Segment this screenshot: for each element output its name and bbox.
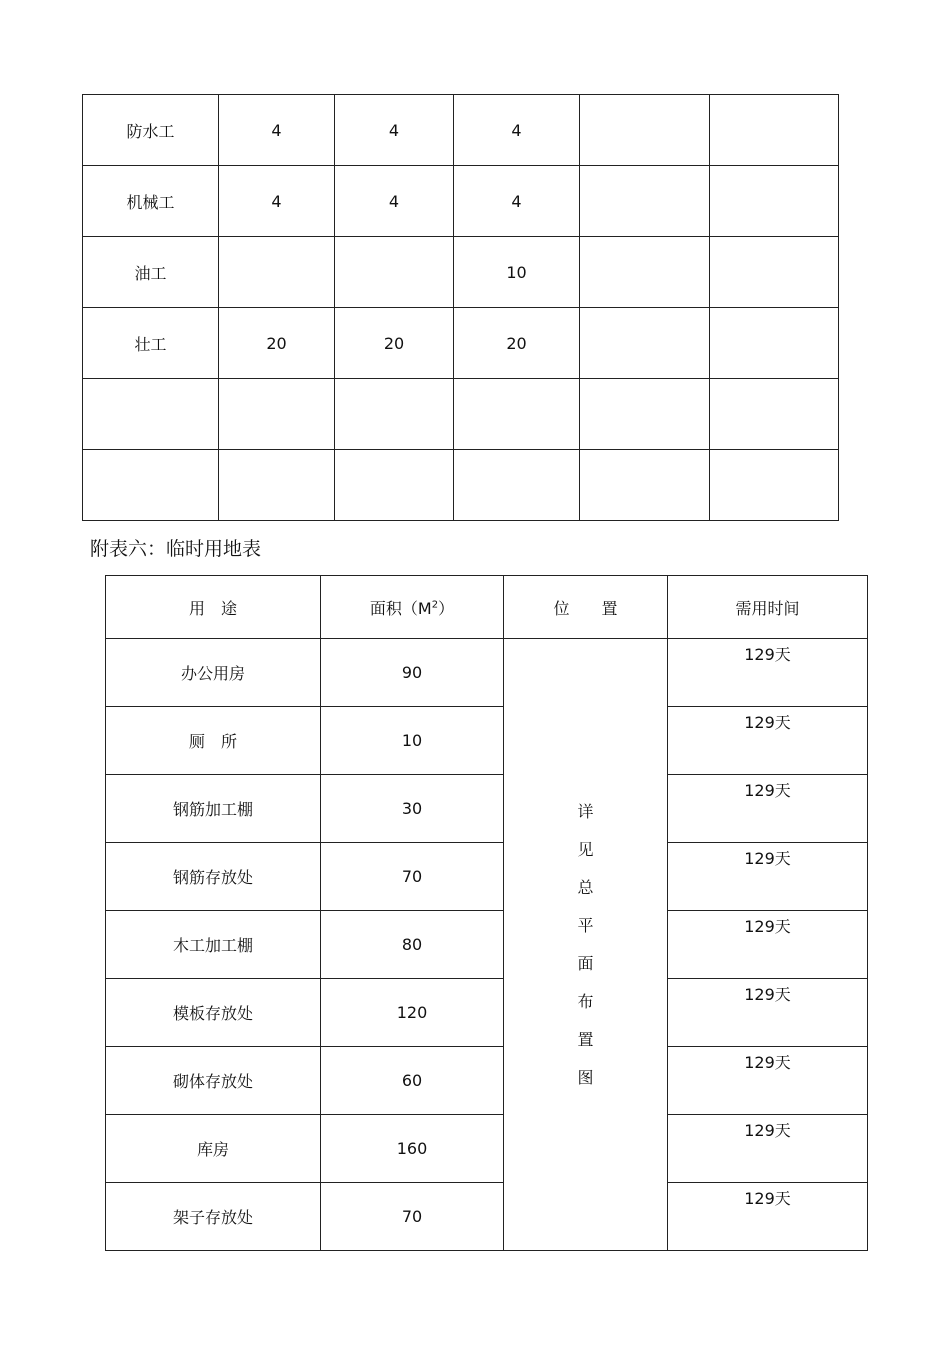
table-row (83, 308, 839, 379)
time-cell: 129天 (668, 775, 868, 843)
header-area-sup: 2 (431, 599, 439, 611)
count-cell: 4 (219, 95, 335, 166)
count-cell (710, 379, 839, 450)
location-char: 平 (577, 916, 594, 935)
table-row (106, 911, 868, 979)
table-row (83, 95, 839, 166)
count-cell: 4 (219, 166, 335, 237)
count-cell: 20 (454, 308, 580, 379)
location-char: 面 (577, 954, 594, 973)
area-cell: 90 (321, 639, 504, 707)
time-cell: 129天 (668, 843, 868, 911)
worker-type-cell: 防水工 (83, 95, 219, 166)
labor-table (82, 94, 839, 521)
time-cell: 129天 (668, 707, 868, 775)
location-cell (504, 639, 668, 1251)
header-area (321, 576, 504, 639)
area-cell: 60 (321, 1047, 504, 1115)
location-char: 见 (577, 840, 594, 859)
header-time: 需用时间 (668, 576, 868, 639)
use-cell: 钢筋加工棚 (106, 775, 321, 843)
count-cell (580, 95, 710, 166)
location-char: 置 (577, 1030, 594, 1049)
area-cell: 160 (321, 1115, 504, 1183)
area-cell: 70 (321, 1183, 504, 1251)
count-cell (454, 379, 580, 450)
worker-type-cell (83, 379, 219, 450)
count-cell (219, 379, 335, 450)
count-cell: 10 (454, 237, 580, 308)
time-cell: 129天 (668, 1115, 868, 1183)
table-row (106, 707, 868, 775)
count-cell: 20 (335, 308, 454, 379)
count-cell (580, 450, 710, 521)
table-row (106, 639, 868, 707)
area-cell: 120 (321, 979, 504, 1047)
count-cell (580, 308, 710, 379)
time-cell: 129天 (668, 911, 868, 979)
table-row (106, 1047, 868, 1115)
area-cell: 10 (321, 707, 504, 775)
use-cell: 办公用房 (106, 639, 321, 707)
count-cell (335, 450, 454, 521)
table-caption: 附表六：临时用地表 (90, 538, 262, 560)
use-cell: 模板存放处 (106, 979, 321, 1047)
location-char: 详 (577, 802, 594, 821)
count-cell (454, 450, 580, 521)
count-cell (710, 450, 839, 521)
count-cell: 4 (454, 166, 580, 237)
table-row (106, 1183, 868, 1251)
table-row (83, 379, 839, 450)
table-row (83, 166, 839, 237)
area-cell: 80 (321, 911, 504, 979)
time-cell: 129天 (668, 1047, 868, 1115)
land-use-table (105, 575, 868, 1251)
count-cell (710, 166, 839, 237)
worker-type-cell (83, 450, 219, 521)
header-area-prefix: 面积（M (369, 598, 432, 618)
use-cell: 架子存放处 (106, 1183, 321, 1251)
use-cell: 砌体存放处 (106, 1047, 321, 1115)
header-area-suffix: ） (438, 598, 455, 618)
area-cell: 30 (321, 775, 504, 843)
table-row (106, 843, 868, 911)
time-cell: 129天 (668, 979, 868, 1047)
header-use: 用 途 (106, 576, 321, 639)
header-location: 位 置 (504, 576, 668, 639)
table-row (106, 775, 868, 843)
count-cell: 4 (454, 95, 580, 166)
count-cell (335, 379, 454, 450)
count-cell: 4 (335, 166, 454, 237)
count-cell: 20 (219, 308, 335, 379)
count-cell (580, 166, 710, 237)
worker-type-cell: 油工 (83, 237, 219, 308)
worker-type-cell: 机械工 (83, 166, 219, 237)
area-cell: 70 (321, 843, 504, 911)
location-char: 总 (577, 878, 594, 897)
location-char: 图 (577, 1068, 594, 1087)
count-cell (335, 237, 454, 308)
use-cell: 木工加工棚 (106, 911, 321, 979)
count-cell: 4 (335, 95, 454, 166)
table-row (83, 450, 839, 521)
count-cell (580, 237, 710, 308)
location-vertical-text (504, 801, 667, 1088)
count-cell (219, 237, 335, 308)
time-cell: 129天 (668, 1183, 868, 1251)
time-cell: 129天 (668, 639, 868, 707)
use-cell: 厕 所 (106, 707, 321, 775)
count-cell (710, 308, 839, 379)
count-cell (710, 95, 839, 166)
table-row (106, 1115, 868, 1183)
count-cell (580, 379, 710, 450)
location-char: 布 (577, 992, 594, 1011)
header-row (106, 576, 868, 639)
table-row (106, 979, 868, 1047)
count-cell (219, 450, 335, 521)
worker-type-cell: 壮工 (83, 308, 219, 379)
use-cell: 钢筋存放处 (106, 843, 321, 911)
use-cell: 库房 (106, 1115, 321, 1183)
count-cell (710, 237, 839, 308)
table-row (83, 237, 839, 308)
